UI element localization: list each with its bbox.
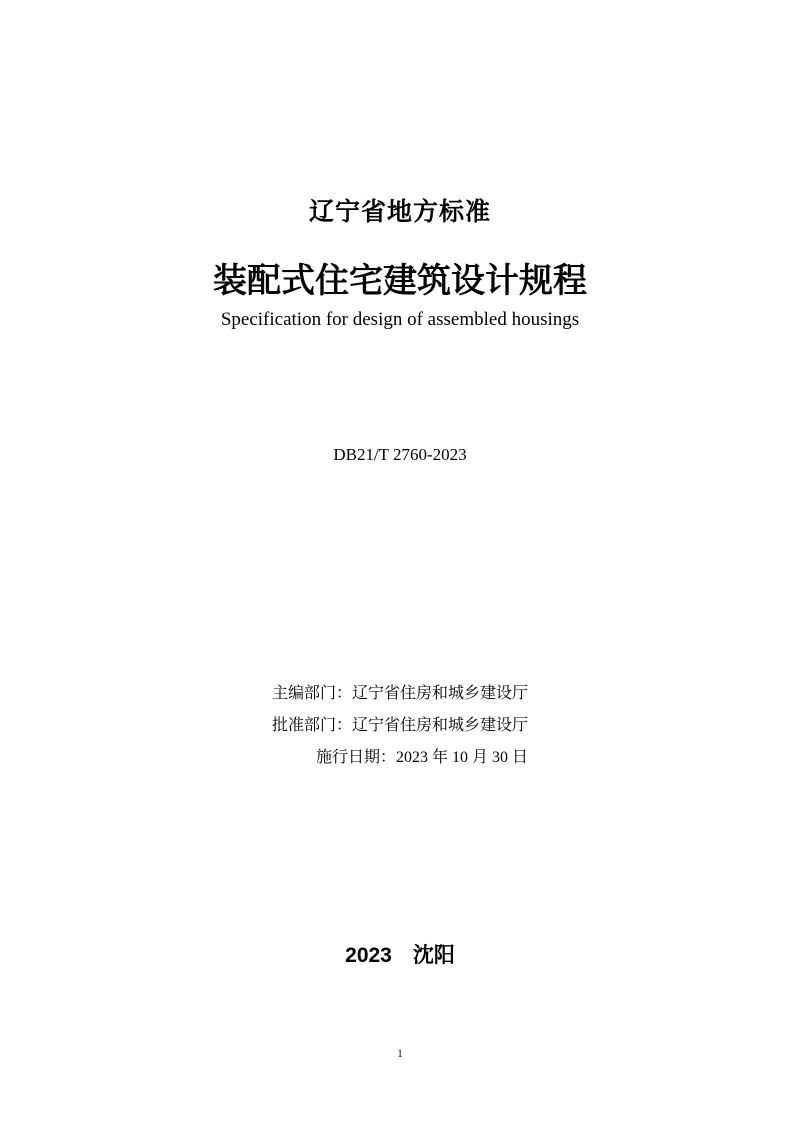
publication-year-city: 2023 沈阳	[345, 944, 455, 967]
document-title-english: Specification for design of assembled housings	[220, 309, 580, 330]
approval-department-value: 辽宁省住房和城乡建设厅	[352, 717, 529, 734]
document-title-chinese: 装配式住宅建筑设计规程	[213, 262, 587, 300]
chief-department-label: 主编部门：	[271, 685, 352, 702]
standard-type-heading: 辽宁省地方标准	[308, 198, 491, 226]
standard-number: DB21/T 2760-2023	[333, 445, 467, 464]
publication-info-block	[0, 678, 800, 774]
effective-date-line	[272, 742, 528, 774]
approval-department-line	[272, 710, 528, 742]
effective-date-label: 施行日期：	[315, 749, 396, 766]
chief-department-line	[272, 678, 528, 710]
approval-department-label: 批准部门：	[271, 717, 352, 734]
page-number: 1	[397, 1046, 403, 1060]
chief-department-value: 辽宁省住房和城乡建设厅	[352, 685, 529, 702]
effective-date-value: 2023 年 10 月 30 日	[396, 749, 529, 766]
publication-info-inner	[272, 678, 528, 774]
